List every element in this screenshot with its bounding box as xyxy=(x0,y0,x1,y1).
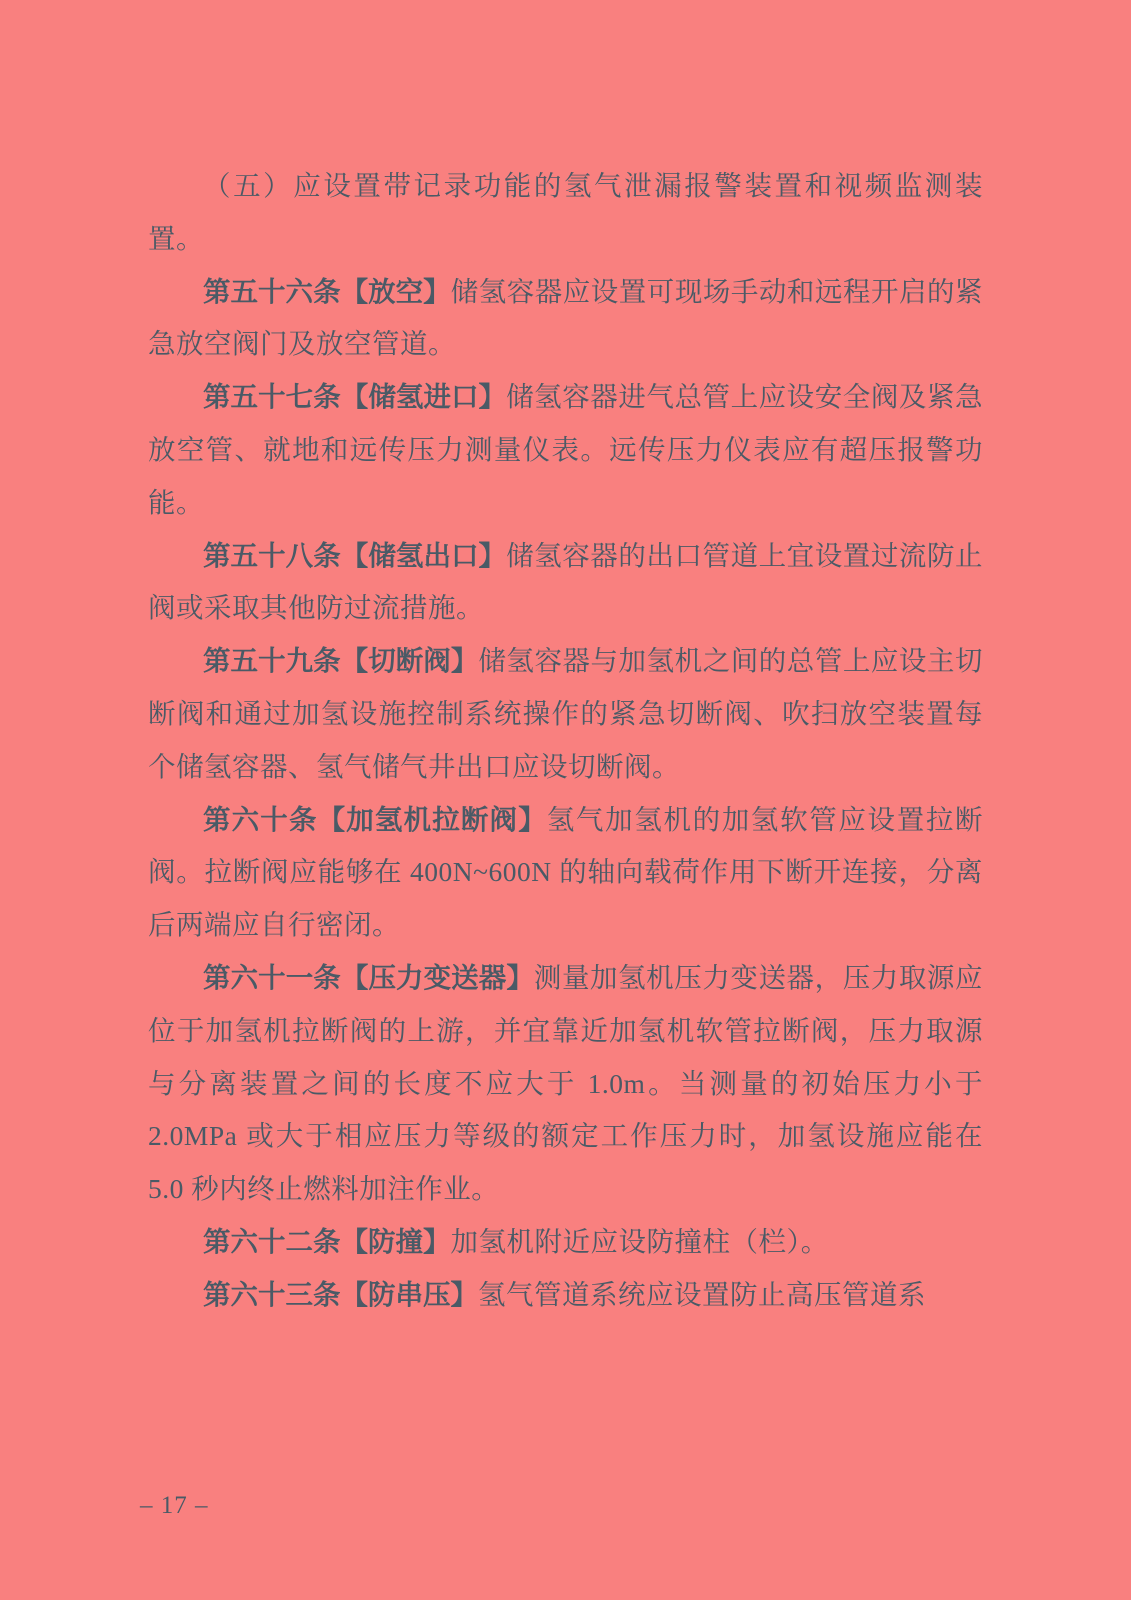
paragraph-article-62 xyxy=(148,1216,983,1269)
article-title: 第五十六条【放空】 xyxy=(203,275,451,308)
paragraph-text: 储氢容器进气总管上应设安全阀及紧急放空管、就地和远传压力测量仪表。远传压力仪表应有超压报警功能。 xyxy=(148,381,984,518)
paragraph-article-60 xyxy=(148,794,983,952)
paragraph-text: 氢气管道系统应设置防止高压管道系 xyxy=(478,1278,926,1310)
paragraph-text: 储氢容器的出口管道上宜设置过流防止阀或采取其他防过流措施。 xyxy=(148,539,984,624)
paragraph-article-57 xyxy=(148,371,983,529)
paragraph-text: 测量加氢机压力变送器，压力取源应位于加氢机拉断阀的上游，并宜靠近加氢机软管拉断阀，压力取源与分离装置之间的长度不应大于 1.0m。当测量的初始压力小于 2.0MPa 或大于相应压力等级的额定工作压力时，加氢设施应能在 5.0 秒内终止燃料加注作业。 xyxy=(148,961,984,1205)
paragraph-text: 氢气加氢机的加氢软管应设置拉断阀。拉断阀应能够在 400N~600N 的轴向载荷作用下断开连接，分离后两端应自行密闭。 xyxy=(148,803,984,941)
paragraph-article-61 xyxy=(148,952,983,1216)
article-title: 第六十一条【压力变送器】 xyxy=(203,961,534,994)
article-title: 第六十条【加氢机拉断阀】 xyxy=(203,803,547,836)
paragraph-article-59 xyxy=(148,635,983,793)
article-title: 第六十三条【防串压】 xyxy=(203,1278,478,1311)
page-number: – 17 – xyxy=(140,1492,209,1519)
document-body xyxy=(148,160,983,1322)
paragraph-item-five xyxy=(148,160,983,266)
article-title: 第五十七条【储氢进口】 xyxy=(203,381,507,414)
paragraph-article-63 xyxy=(148,1269,983,1322)
paragraph-article-58 xyxy=(148,530,983,636)
article-title: 第五十八条【储氢出口】 xyxy=(203,539,507,572)
paragraph-article-56 xyxy=(148,266,983,372)
article-title: 第五十九条【切断阀】 xyxy=(203,645,479,678)
paragraph-text: 加氢机附近应设防撞柱（栏）。 xyxy=(450,1225,829,1257)
paragraph-text: 储氢容器与加氢机之间的总管上应设主切断阀和通过加氢设施控制系统操作的紧急切断阀、吹扫放空装置每个储氢容器、氢气储气井出口应设切断阀。 xyxy=(148,645,984,782)
article-title: 第六十二条【防撞】 xyxy=(203,1225,451,1258)
paragraph-text: 储氢容器应设置可现场手动和远程开启的紧急放空阀门及放空管道。 xyxy=(148,275,984,360)
paragraph-text: （五）应设置带记录功能的氢气泄漏报警装置和视频监测装置。 xyxy=(148,170,983,254)
